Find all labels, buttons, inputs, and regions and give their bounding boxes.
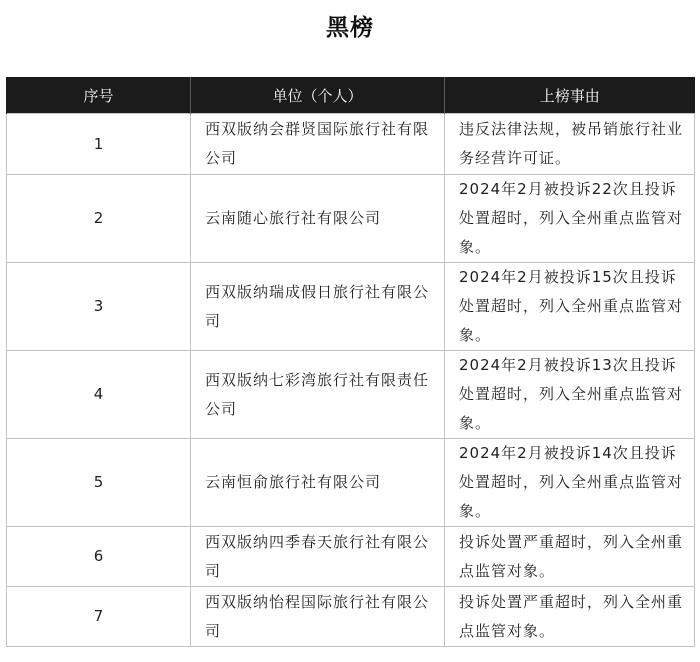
row-reason: 2024年2月被投诉15次且投诉处置超时，列入全州重点监管对象。 [445, 263, 695, 351]
row-reason: 2024年2月被投诉14次且投诉处置超时，列入全州重点监管对象。 [445, 439, 695, 527]
row-index: 4 [7, 351, 191, 439]
row-unit: 西双版纳四季春天旅行社有限公司 [191, 527, 445, 587]
header-reason: 上榜事由 [445, 77, 695, 114]
row-index: 6 [7, 527, 191, 587]
row-unit: 西双版纳会群贤国际旅行社有限公司 [191, 114, 445, 175]
page-title: 黑榜 [326, 15, 374, 41]
table-row [7, 114, 695, 175]
row-reason: 2024年2月被投诉13次且投诉处置超时，列入全州重点监管对象。 [445, 351, 695, 439]
table-row [7, 527, 695, 587]
table-row [7, 263, 695, 351]
header-index: 序号 [7, 77, 191, 114]
row-index: 5 [7, 439, 191, 527]
table-row [7, 175, 695, 263]
row-unit: 西双版纳七彩湾旅行社有限责任公司 [191, 351, 445, 439]
table-header-row [7, 77, 695, 114]
blacklist-table [6, 77, 695, 647]
row-unit: 云南恒俞旅行社有限公司 [191, 439, 445, 527]
row-reason: 投诉处置严重超时，列入全州重点监管对象。 [445, 587, 695, 647]
row-index: 3 [7, 263, 191, 351]
table-row [7, 351, 695, 439]
row-reason: 违反法律法规，被吊销旅行社业务经营许可证。 [445, 114, 695, 175]
row-index: 1 [7, 114, 191, 175]
row-index: 2 [7, 175, 191, 263]
header-unit: 单位（个人） [191, 77, 445, 114]
row-reason: 投诉处置严重超时，列入全州重点监管对象。 [445, 527, 695, 587]
row-reason: 2024年2月被投诉22次且投诉处置超时，列入全州重点监管对象。 [445, 175, 695, 263]
table-row [7, 439, 695, 527]
table-row [7, 587, 695, 647]
row-unit: 西双版纳瑞成假日旅行社有限公司 [191, 263, 445, 351]
row-index: 7 [7, 587, 191, 647]
row-unit: 西双版纳怡程国际旅行社有限公司 [191, 587, 445, 647]
row-unit: 云南随心旅行社有限公司 [191, 175, 445, 263]
